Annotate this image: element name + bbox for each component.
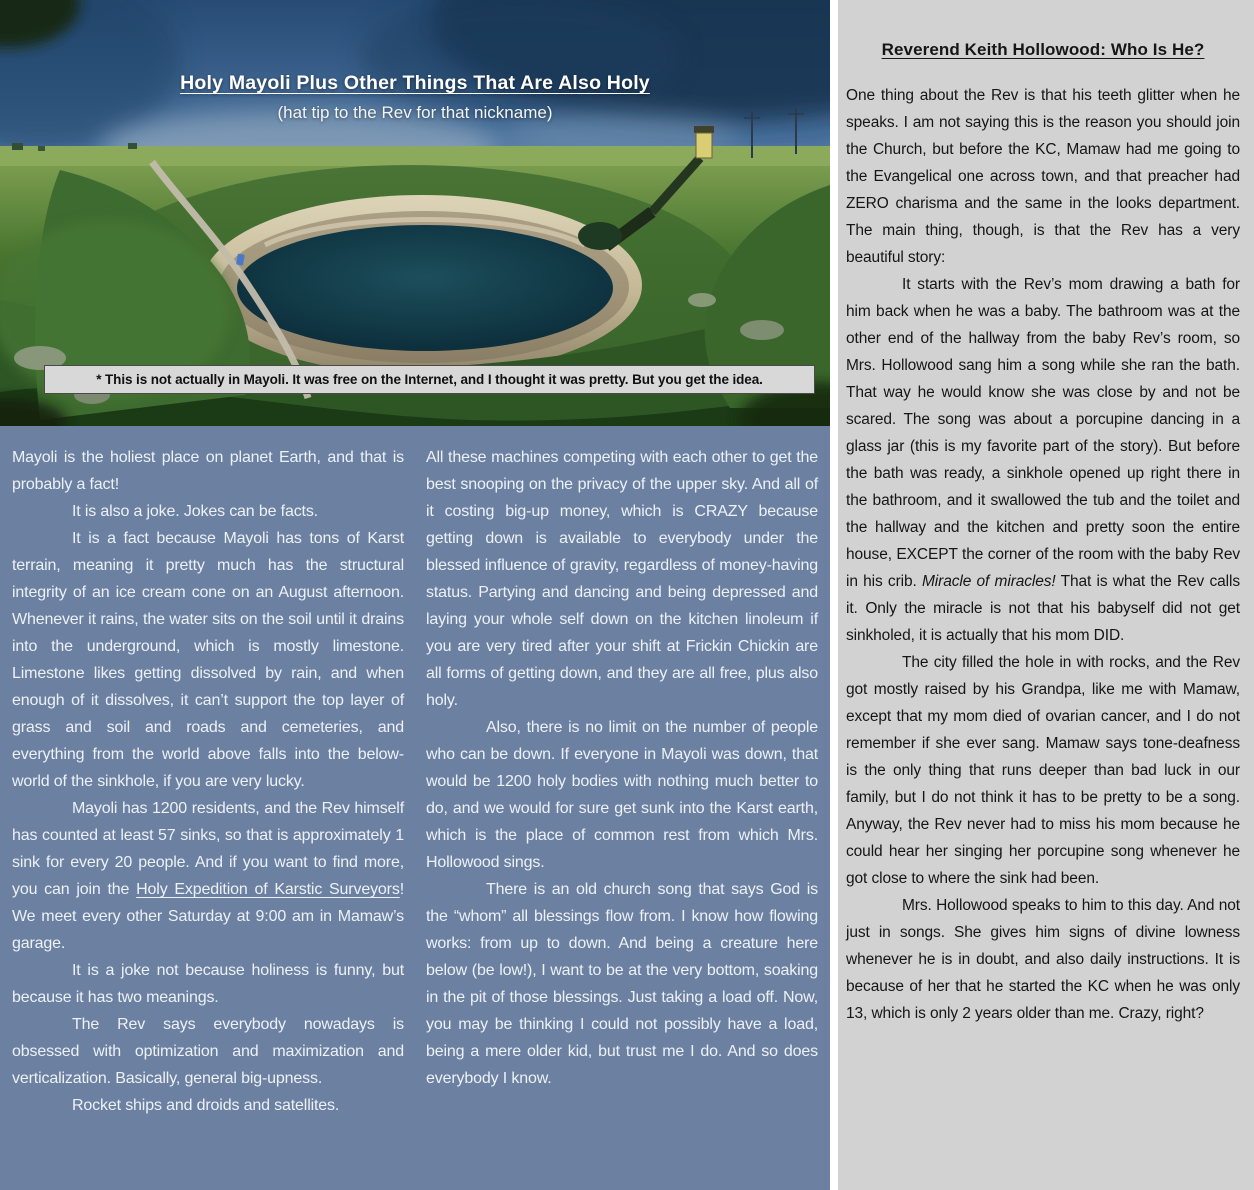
paragraph-text: Mayoli has 1200 residents, and the Rev himself has counted at least 57 sinks, so that is approximately 1 sink for every 20 people. And if you want to find more, you can join the <box>12 800 404 898</box>
paragraph: Also, there is no limit on the number of people who can be down. If everyone in Mayoli was down, that would be 1200 holy bodies with nothing much better to do, and we would for sure get sunk into the Karst earth, which is the place of common rest from which Mrs. Hollowood sings. <box>426 719 818 871</box>
panel-divider <box>830 0 838 1190</box>
paragraph-text: ! We meet every other Saturday at 9:00 am in Mamaw’s garage. <box>12 881 404 952</box>
paragraph: Mayoli is the holiest place on planet Earth, and that is probably a fact! <box>12 449 404 493</box>
sidebar-heading: Reverend Keith Hollowood: Who Is He? <box>881 40 1205 59</box>
paragraph: The Rev says everybody nowadays is obsessed with optimization and maximization and verticalization. Basically, general big-upness. <box>12 1016 404 1087</box>
watchtower <box>694 126 714 158</box>
paragraph: It is a joke not because holiness is funny, but because it has two meanings. <box>12 962 404 1006</box>
hero-section <box>0 0 830 426</box>
miracle-emphasis: Miracle of miracles! <box>922 573 1056 590</box>
paragraph: All these machines competing with each other to get the best snooping on the privacy of the upper sky. And all of it costing big-up money, which is CRAZY because getting down is available to everybody under the blessed influence of gravity, regardless of money-having status. Partying and dancing and being depressed and laying your whole self down on the kitchen linoleum if you are very tired after your shift at Frickin Chickin are all forms of getting down, and they are all free, plus also holy. <box>426 449 818 709</box>
page-subtitle: (hat tip to the Rev for that nickname) <box>277 103 553 122</box>
paragraph: Mrs. Hollowood speaks to him to this day. And not just in songs. She gives him signs of divine lowness whenever he is in doubt, and also daily instructions. It is because of her that he started the KC when he was only 13, which is only 2 years older than me. Crazy, right? <box>846 897 1240 1022</box>
paragraph: It is a fact because Mayoli has tons of Karst terrain, meaning it pretty much has the structural integrity of an ice cream cone on an August afternoon. Whenever it rains, the water sits on the soil until it drains into the underground, which is mostly limestone. Limestone likes getting dissolved by rain, and when enough of it dissolves, it can’t support the top layer of grass and soil and roads and cemeteries, and everything from the world above falls into the below-world of the sinkhole, if you are very lucky. <box>12 530 404 790</box>
sinkhole-photo <box>0 0 830 426</box>
left-column <box>12 444 404 1119</box>
hero-titles <box>0 72 830 123</box>
sinkhole-water <box>237 225 613 351</box>
page-title: Holy Mayoli Plus Other Things That Are Also Holy <box>180 72 650 94</box>
paragraph: One thing about the Rev is that his teeth glitter when he speaks. I am not saying this is the reason you should join the Church, but before the KC, Mamaw had me going to the Evangelical one across town, and that preacher had ZERO charisma and the same in the looks department. The main thing, though, is that the Rev has a very beautiful story: <box>846 87 1240 266</box>
paragraph: The city filled the hole in with rocks, and the Rev got mostly raised by his Grandpa, like me with Mamaw, except that my mom died of ovarian cancer, and I do not remember if she ever sang. Mamaw says tone-deafness is the only thing that runs deeper than bad luck in our family, but I do not think it has to be pretty to be a song. Anyway, the Rev never had to miss his mom because he could hear her singing her porcupine song whenever he got close to where the sink had been. <box>846 654 1240 887</box>
paragraph <box>846 271 1240 649</box>
karstic-surveyors-link[interactable]: Holy Expedition of Karstic Surveyors <box>136 881 400 898</box>
sidebar-body <box>846 82 1240 1027</box>
paragraph <box>12 795 404 957</box>
paragraph: Rocket ships and droids and satellites. <box>72 1097 340 1114</box>
paragraph: There is an old church song that says God is the “whom” all blessings flow from. I know how flowing works: from up to down. And being a creature here below (be low!), I want to be at the very bottom, soaking in the pit of those blessings. Just taking a load off. Now, you may be thinking I could not possibly have a load, being a mere older kid, but trust me I do. And so does everybody I know. <box>426 881 818 1087</box>
paragraph: It is also a joke. Jokes can be facts. <box>72 503 318 520</box>
sidebar-panel <box>838 0 1254 1190</box>
middle-column <box>426 444 818 1119</box>
paragraph-text: It starts with the Rev’s mom drawing a bath for him back when he was a baby. The bathroom was at the other end of the hallway from the baby Rev’s room, so Mrs. Hollowood sang him a song while she ran the bath. That way he would know she was close by and not be scared. The song was about a porcupine dancing in a glass jar (this is my favorite part of the story). But before the bath was ready, a sinkhole opened up right there in the bathroom, and it swallowed the tub and the toilet and the hallway and the kitchen and pretty soon the entire house, EXCEPT the corner of the room with the baby Rev in his crib. <box>846 276 1240 590</box>
photo-caption: * This is not actually in Mayoli. It was free on the Internet, and I thought it was pretty. But you get the idea. <box>44 365 815 394</box>
body-columns <box>0 426 830 1119</box>
paragraph-text: That is what the Rev calls it. Only the miracle is not that his babyself did not get sinkholed, it is actually that his mom DID. <box>846 573 1240 644</box>
